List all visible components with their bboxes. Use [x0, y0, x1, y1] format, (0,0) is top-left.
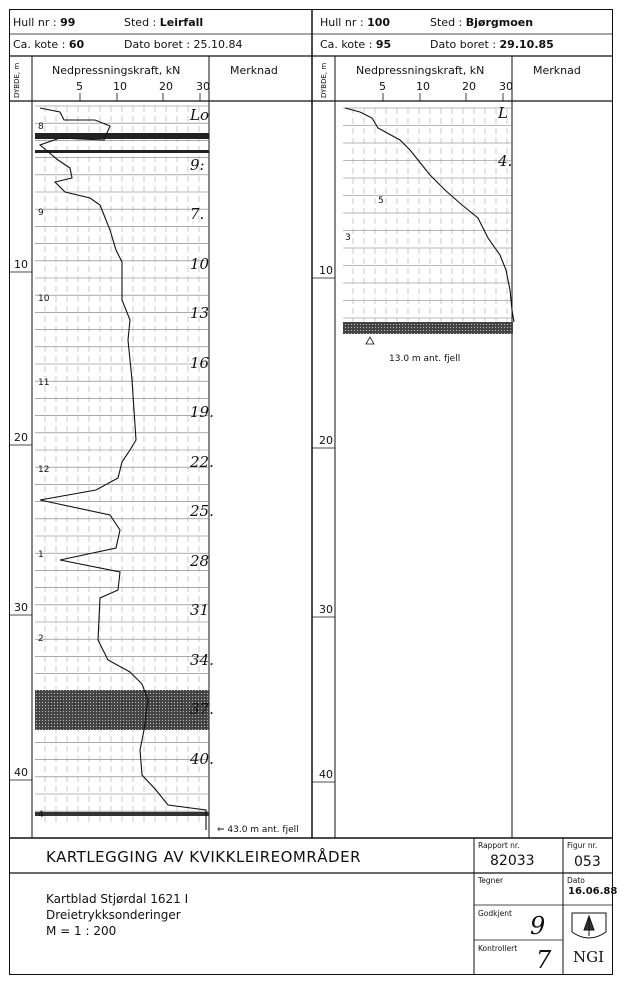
- bore1-hand-mark: 25.: [190, 502, 214, 520]
- footer-line-2: Dreietrykksonderinger: [46, 908, 181, 922]
- bore1-track-label: 8: [38, 122, 44, 132]
- bore1-track-label: 1: [38, 550, 44, 560]
- bore2-hand-mark: L: [498, 104, 508, 122]
- force-label-2: Nedpressningskraft, kN: [356, 64, 485, 77]
- scale2-tick-5: 5: [379, 80, 386, 93]
- scale1-tick-20: 20: [159, 80, 173, 93]
- ngi-logo: NGI: [573, 948, 605, 966]
- bore1-hand-mark: 37.: [190, 700, 214, 718]
- bore1-hand-mark: 19.: [190, 403, 214, 421]
- force-label-1: Nedpressningskraft, kN: [52, 64, 181, 77]
- figur-value: 053: [574, 854, 601, 870]
- bore2-hand-mark: 4.: [498, 152, 513, 170]
- ngi-logo-shape: [572, 913, 606, 938]
- rapport-value: 82033: [490, 853, 535, 869]
- bore1-track-label: 9: [38, 208, 44, 218]
- bore1-hand-mark: 13: [190, 304, 210, 322]
- bore1-track-label: 10: [38, 294, 50, 304]
- scale1-tick-5: 5: [76, 80, 83, 93]
- scale1-tick-10: 10: [113, 80, 127, 93]
- bore1-hand-mark: 28: [190, 551, 210, 570]
- report-title: KARTLEGGING AV KVIKKLEIREOMRÅDER: [46, 848, 362, 866]
- bore2-sted: Sted : Bjørgmoen: [430, 16, 534, 29]
- remark-label-2: Merknad: [533, 64, 581, 77]
- depth1-10: 10: [14, 258, 28, 271]
- footer-line-3: M = 1 : 200: [46, 924, 117, 938]
- depth1-40: 40: [14, 766, 28, 779]
- bore1-hand-mark: 34.: [190, 650, 214, 669]
- bore1-kote: Ca. kote : 60: [13, 38, 85, 51]
- scale2-tick-10: 10: [416, 80, 430, 93]
- bore1-track-label: 4: [38, 810, 44, 820]
- bore1-hand-mark: 10: [190, 254, 210, 273]
- bore1-track-label: 12: [38, 465, 50, 475]
- kontrollert-label: Kontrollert: [478, 944, 518, 953]
- bore1-hand-mark: 16: [190, 353, 210, 372]
- figur-label: Figur nr.: [567, 841, 598, 850]
- dato-value: 16.06.88: [568, 886, 618, 897]
- bore2-hull: Hull nr : 100: [320, 16, 391, 29]
- godkjent-signature: 9: [530, 912, 546, 940]
- remark-label-1: Merknad: [230, 64, 278, 77]
- bore2-dato: Dato boret : 29.10.85: [430, 38, 554, 51]
- scale2-tick-30: 30: [499, 80, 513, 93]
- bore1-end-note: ⇐ 43.0 m ant. fjell: [217, 825, 299, 835]
- bore1-hand-mark: 9:: [190, 155, 205, 174]
- bore1-hand-mark: 7.: [190, 205, 205, 223]
- scale2-tick-20: 20: [462, 80, 476, 93]
- depth-label-2: DYBDE, m: [320, 62, 328, 98]
- bore1-hand-mark: 22.: [190, 452, 214, 471]
- bore1-hull: Hull nr : 99: [13, 16, 76, 29]
- bore1-hand-mark: 31: [190, 601, 210, 619]
- depth2-40: 40: [319, 768, 333, 781]
- rapport-label: Rapport nr.: [478, 841, 520, 850]
- depth1-20: 20: [14, 431, 28, 444]
- bore2-track-label: 5: [378, 196, 384, 206]
- dato-label: Dato: [567, 876, 585, 885]
- footer-line-1: Kartblad Stjørdal 1621 I: [46, 892, 189, 906]
- depth2-30: 30: [319, 603, 333, 616]
- depth2-10: 10: [319, 264, 333, 277]
- bore1-track-label: 2: [38, 634, 44, 644]
- kontrollert-signature: 7: [536, 946, 552, 974]
- tegner-label: Tegner: [478, 876, 504, 885]
- bore2-kote: Ca. kote : 95: [320, 38, 392, 51]
- depth-label-1: DYBDE, m: [13, 62, 21, 98]
- bore1-sted: Sted : Leirfall: [124, 16, 204, 29]
- bore1-hand-mark: 40.: [190, 749, 214, 768]
- bore1-dato: Dato boret : 25.10.84: [124, 38, 243, 51]
- bore1-track-label: 11: [38, 378, 50, 388]
- scale1-tick-30: 30: [196, 80, 210, 93]
- bore2-end-note: 13.0 m ant. fjell: [389, 354, 461, 364]
- bore2-track-label: 3: [345, 233, 351, 243]
- depth2-20: 20: [319, 434, 333, 447]
- godkjent-label: Godkjent: [478, 909, 512, 918]
- bore1-hand-mark: Lo: [190, 106, 209, 124]
- depth1-30: 30: [14, 601, 28, 614]
